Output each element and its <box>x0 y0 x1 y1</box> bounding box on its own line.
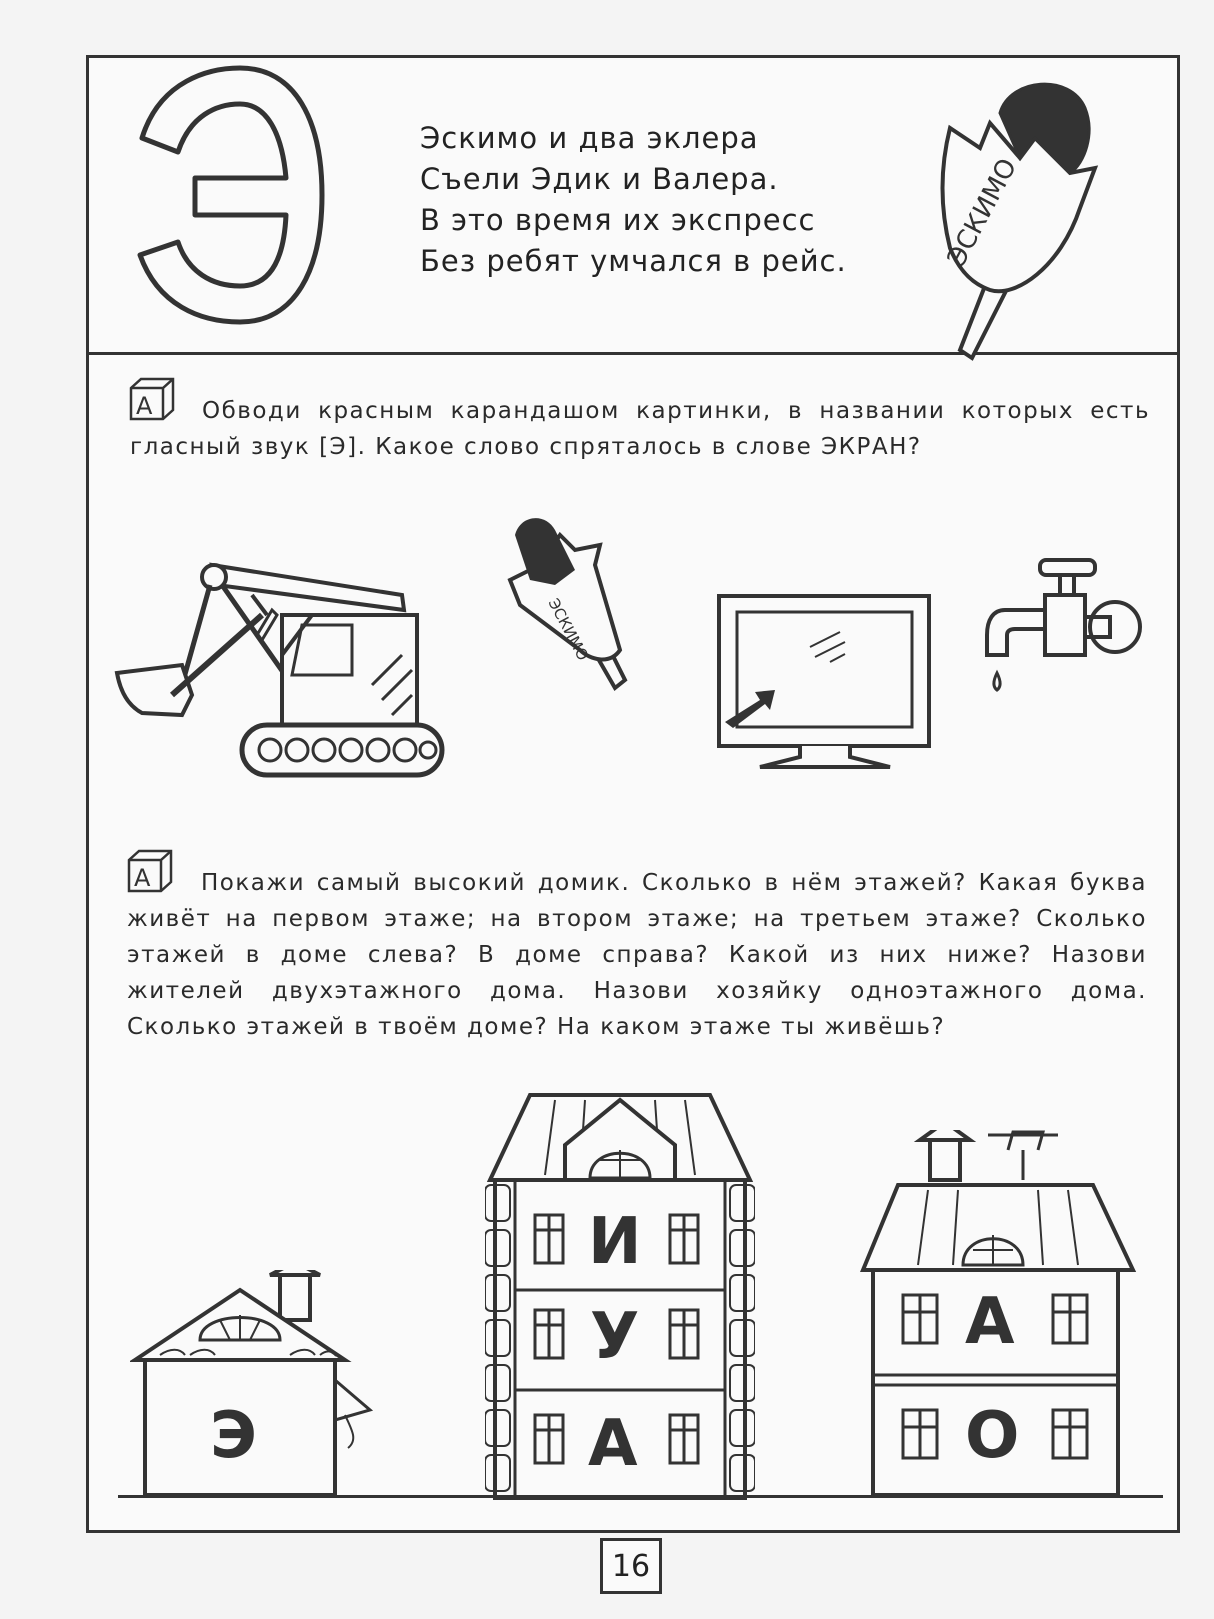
poem <box>420 118 847 282</box>
popsicle-icon <box>920 68 1150 368</box>
ground-line <box>118 1495 1163 1498</box>
house-right-floor-2-letter: А <box>965 1285 1015 1359</box>
house-one-storey <box>130 1270 390 1498</box>
monitor-icon <box>715 592 935 777</box>
house-middle-floor-1-letter: А <box>588 1407 638 1481</box>
task-2-text <box>127 865 1147 1045</box>
house-middle-floor-3-letter: И <box>588 1205 642 1279</box>
poem-line: Съели Эдик и Валера. <box>420 162 779 196</box>
excavator-icon <box>112 555 462 795</box>
faucet-icon <box>985 555 1145 705</box>
task-1-text <box>130 393 1150 465</box>
task-2-paragraph: Покажи самый высокий домик. Сколько в нём этажей? Какая буква живёт на первом этаже; на втором этаже; на третьем этаже? Сколько этажей в доме слева? В доме справа? Какой из них ниже? Назови жителей двухэтажного дома. Назови хозяйку одноэтажного дома. Сколько этажей в твоём доме? На каком этаже ты живёшь? <box>127 870 1147 1040</box>
page-number: 16 <box>600 1538 662 1594</box>
cube-letter: А <box>134 864 151 892</box>
popsicle-small-icon <box>500 510 660 700</box>
house-middle-floor-2-letter: У <box>590 1300 640 1374</box>
house-left-floor-1-letter: Э <box>210 1399 257 1473</box>
poem-line: Без ребят умчался в рейс. <box>420 244 847 278</box>
popsicle-label: ЭСКИМО <box>941 153 1024 272</box>
big-letter-e-icon <box>120 60 330 330</box>
popsicle-small-label: ЭСКИМО <box>544 595 593 664</box>
task-1-paragraph: Обводи красным карандашом картинки, в названии которых есть гласный звук [Э]. Какое слово спряталось в слове ЭКРАН? <box>130 398 1150 460</box>
cube-letter: А <box>136 392 153 420</box>
poem-line: В это время их экспресс <box>420 203 816 237</box>
poem-line: Эскимо и два эклера <box>420 121 759 155</box>
house-right-floor-1-letter: О <box>965 1399 1020 1473</box>
